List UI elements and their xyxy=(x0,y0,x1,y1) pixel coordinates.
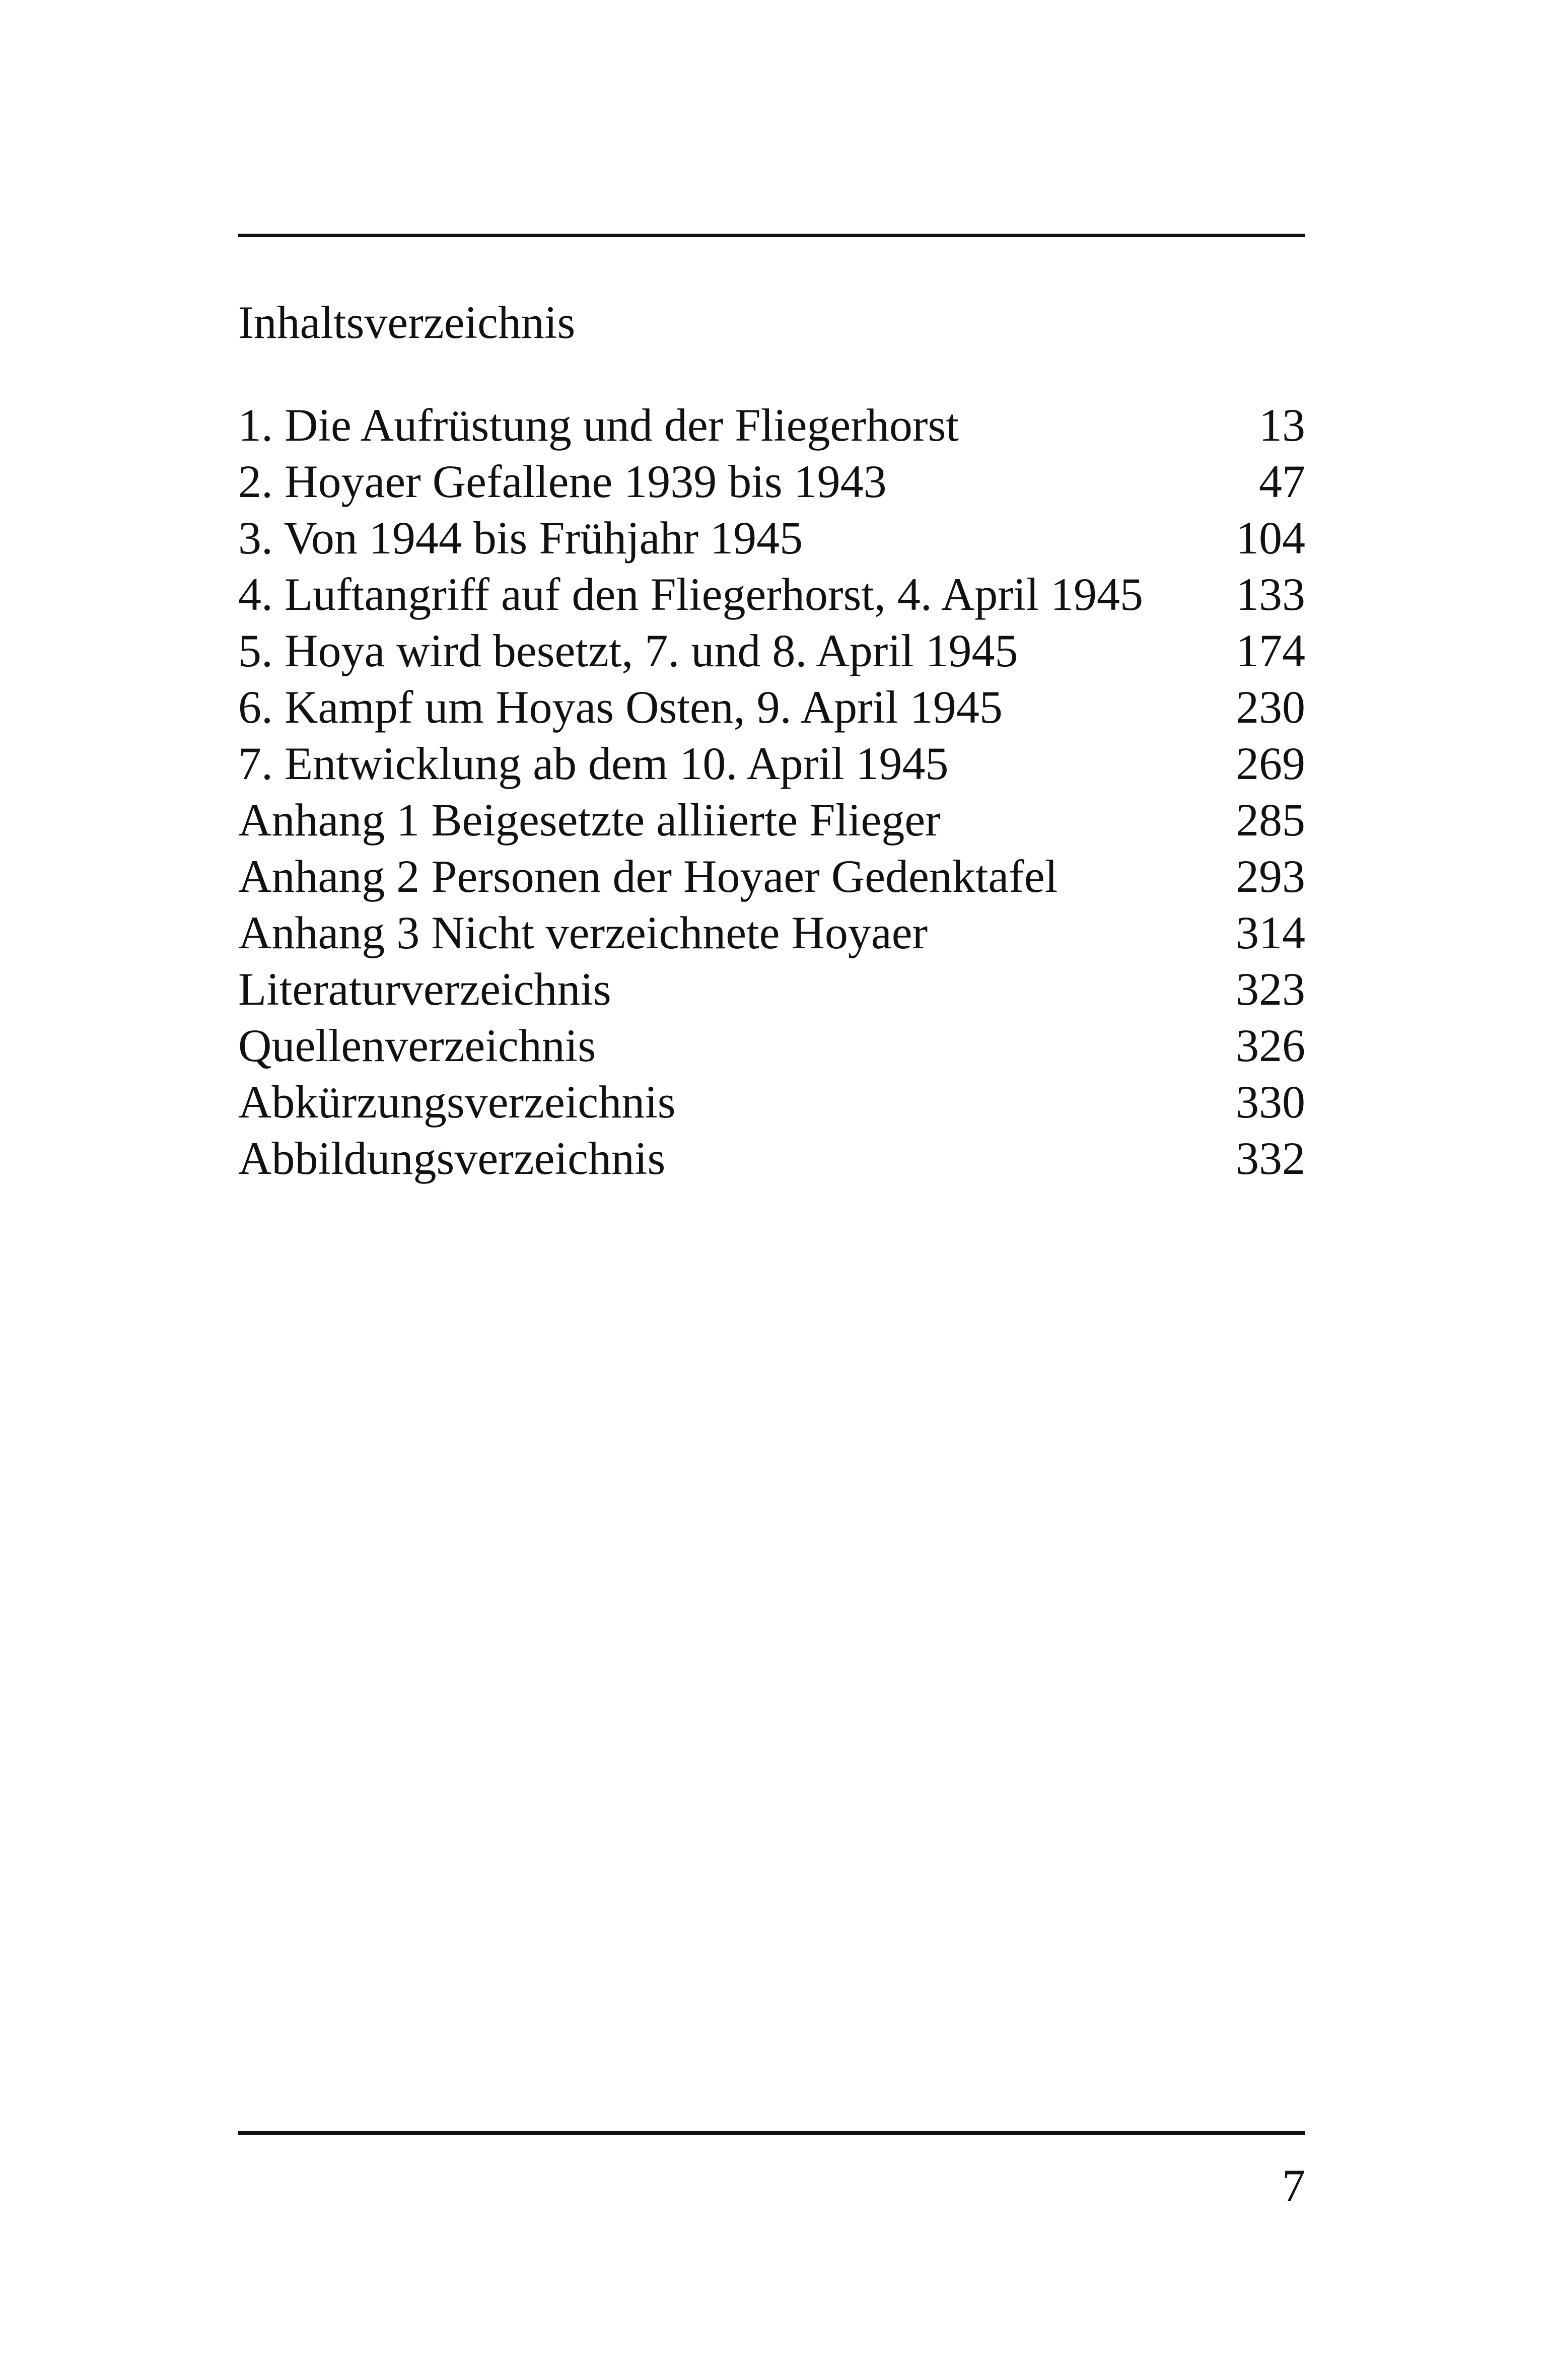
toc-entry-title: Literaturverzeichnis xyxy=(238,963,611,1015)
toc-entry-title: Anhang 1 Beigesetzte alliierte Flieger xyxy=(238,794,941,846)
toc-entry xyxy=(238,1130,1305,1186)
toc-entry-page: 174 xyxy=(1236,625,1305,676)
toc-entry-title: Anhang 3 Nicht verzeichnete Hoyaer xyxy=(238,907,928,958)
toc-entry-title: 2. Hoyaer Gefallene 1939 bis 1943 xyxy=(238,456,887,507)
toc-entry-title: 1. Die Aufrüstung und der Fliegerhorst xyxy=(238,399,959,451)
toc-entry xyxy=(238,735,1305,792)
toc-entry xyxy=(238,397,1305,453)
toc-entry-title: 5. Hoya wird besetzt, 7. und 8. April 1945 xyxy=(238,625,1018,676)
toc-entry-page: 104 xyxy=(1236,512,1305,564)
toc-entry xyxy=(238,566,1305,622)
top-rule xyxy=(238,234,1305,237)
page-number: 7 xyxy=(1282,2160,1305,2211)
toc-entry-page: 293 xyxy=(1236,851,1305,902)
toc-entry xyxy=(238,1017,1305,1074)
toc-entry-title: 6. Kampf um Hoyas Osten, 9. April 1945 xyxy=(238,681,1003,733)
toc-entry-page: 332 xyxy=(1236,1133,1305,1184)
toc-entry-title: 3. Von 1944 bis Frühjahr 1945 xyxy=(238,512,803,564)
toc-entry xyxy=(238,453,1305,510)
toc-entry xyxy=(238,904,1305,961)
toc-entry-page: 47 xyxy=(1259,456,1305,507)
toc-entry xyxy=(238,848,1305,904)
toc-entry-title: 4. Luftangriff auf den Fliegerhorst, 4. April 1945 xyxy=(238,569,1144,620)
toc-entry xyxy=(238,679,1305,735)
toc-entry-title: 7. Entwicklung ab dem 10. April 1945 xyxy=(238,738,949,789)
toc-entry-page: 13 xyxy=(1259,399,1305,451)
toc-entry-page: 285 xyxy=(1236,794,1305,846)
toc-entry-title: Quellenverzeichnis xyxy=(238,1020,596,1071)
toc-entry xyxy=(238,622,1305,679)
toc-heading: Inhaltsverzeichnis xyxy=(238,297,576,348)
toc-entry xyxy=(238,510,1305,566)
toc-entry-page: 230 xyxy=(1236,681,1305,733)
toc-entry xyxy=(238,792,1305,848)
toc-entry-page: 133 xyxy=(1236,569,1305,620)
toc-entry-page: 323 xyxy=(1236,963,1305,1015)
toc-entry-page: 269 xyxy=(1236,738,1305,789)
toc-entry-title: Abkürzungsverzeichnis xyxy=(238,1076,676,1128)
toc-entry-page: 330 xyxy=(1236,1076,1305,1128)
toc-entry-page: 314 xyxy=(1236,907,1305,958)
table-of-contents xyxy=(238,397,1305,1186)
toc-entry-page: 326 xyxy=(1236,1020,1305,1071)
toc-entry-title: Anhang 2 Personen der Hoyaer Gedenktafel xyxy=(238,851,1058,902)
bottom-rule xyxy=(238,2131,1305,2135)
toc-entry-title: Abbildungsverzeichnis xyxy=(238,1133,666,1184)
toc-entry xyxy=(238,1074,1305,1130)
toc-entry xyxy=(238,961,1305,1017)
